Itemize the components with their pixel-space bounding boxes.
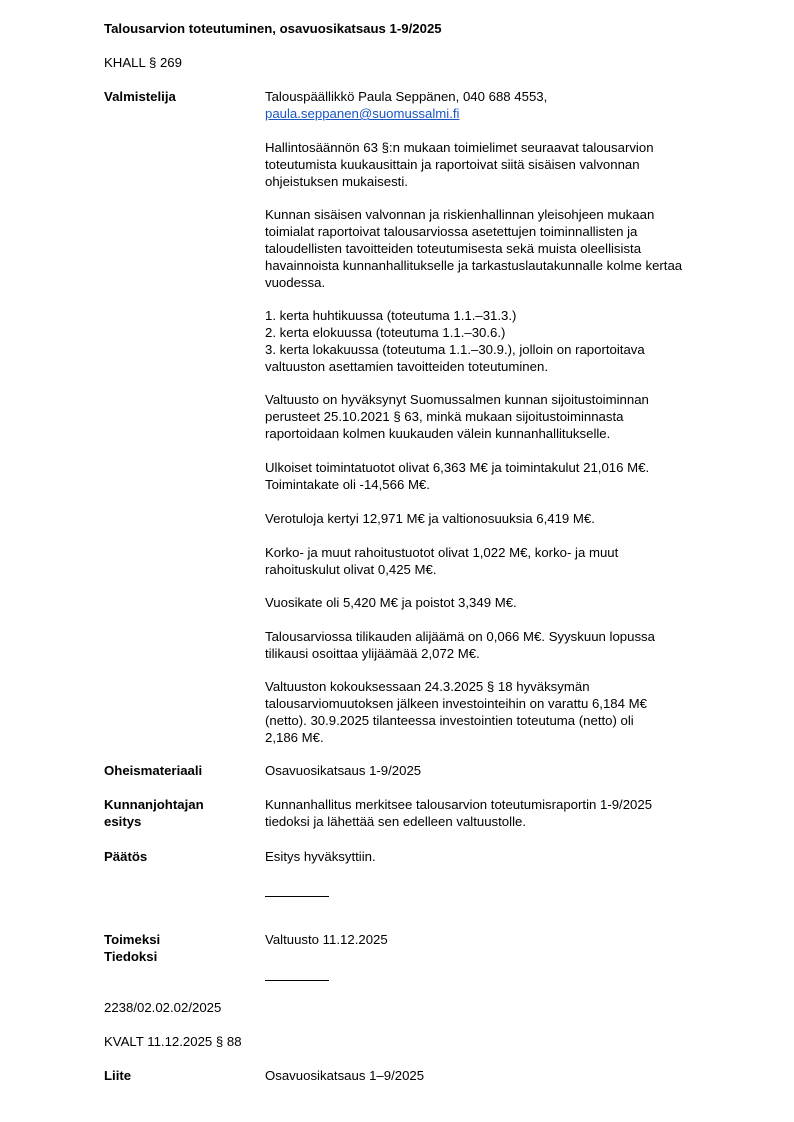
paragraph-tax-revenue — [265, 510, 595, 527]
text-line: Korko- ja muut rahoitustuotot olivat 1,022 M€, korko- ja muut — [265, 545, 619, 560]
text-line: perusteet 25.10.2021 § 63, minkä mukaan sijoitustoiminnasta — [265, 409, 624, 424]
proposal-label — [104, 796, 204, 830]
text-line: 2. kerta elokuussa (toteutuma 1.1.–30.6.) — [265, 325, 506, 340]
separator-line — [265, 896, 329, 897]
paragraph-operating-result — [265, 459, 649, 493]
attachment-value: Osavuosikatsaus 1-9/2025 — [265, 763, 422, 778]
actions-label-line: Tiedoksi — [104, 949, 158, 964]
text-line: toteutumista kuukausittain ja raportoivat siitä sisäisen valvonnan — [265, 157, 640, 172]
proposal-label-line: esitys — [104, 814, 142, 829]
text-line: valtuuston asettamien tavoitteiden toteutuminen. — [265, 359, 548, 374]
proposal-text — [265, 796, 652, 830]
decision-value: Esitys hyväksyttiin. — [265, 849, 376, 864]
paragraph-internal-control — [265, 206, 682, 291]
paragraph-financial-monitoring — [265, 139, 654, 190]
proposal-label-line: Kunnanjohtajan — [104, 797, 204, 812]
text-line: Ulkoiset toimintatuotot olivat 6,363 M€ ja toimintakulut 21,016 M€. — [265, 460, 650, 475]
text-line: havainnoista kunnanhallitukselle ja tarkastuslautakunnalle kolme kertaa — [265, 258, 683, 273]
appendix-label: Liite — [104, 1068, 132, 1083]
document-title: Talousarvion toteutuminen, osavuosikatsaus 1-9/2025 — [104, 21, 442, 36]
text-line: raportoidaan kolmen kuukauden välein kunnanhallitukselle. — [265, 426, 611, 441]
text-line: Hallintosäännön 63 §:n mukaan toimielimet seuraavat talousarvion — [265, 140, 654, 155]
paragraph-budget-deficit — [265, 628, 655, 662]
text-line: Valtuusto on hyväksynyt Suomussalmen kunnan sijoitustoiminnan — [265, 392, 649, 407]
actions-label-line: Toimeksi — [104, 932, 161, 947]
text-line: Kunnanhallitus merkitsee talousarvion toteutumisraportin 1-9/2025 — [265, 797, 653, 812]
paragraph-financial-income — [265, 544, 618, 578]
text-line: Vuosikate oli 5,420 M€ ja poistot 3,349 M€. — [265, 595, 517, 610]
text-line: tiedoksi ja lähettää sen edelleen valtuustolle. — [265, 814, 526, 829]
text-line: toimialat raportoivat talousarviossa asetettujen toiminnallisten ja — [265, 224, 638, 239]
paragraph-annual-margin — [265, 594, 517, 611]
paragraph-reporting-schedule — [265, 307, 645, 375]
text-line: tilikausi osoittaa ylijäämää 2,072 M€. — [265, 646, 480, 661]
paragraph-investments — [265, 678, 647, 746]
attachment-label: Oheismateriaali — [104, 763, 203, 778]
preparer-email-link[interactable]: paula.seppanen@suomussalmi.fi — [265, 106, 460, 121]
paragraph-investment-activity — [265, 391, 649, 442]
text-line: vuodessa. — [265, 275, 326, 290]
text-line: Talousarviossa tilikauden alijäämä on 0,066 M€. Syyskuun lopussa — [265, 629, 655, 644]
text-line: (netto). 30.9.2025 tilanteessa investointien toteutuma (netto) oli — [265, 713, 634, 728]
council-reference: KVALT 11.12.2025 § 88 — [104, 1034, 242, 1049]
text-line: rahoituskulut olivat 0,425 M€. — [265, 562, 437, 577]
text-line: Kunnan sisäisen valvonnan ja riskienhallinnan yleisohjeen mukaan — [265, 207, 655, 222]
text-line: Valtuuston kokouksessaan 24.3.2025 § 18 hyväksymän — [265, 679, 590, 694]
section-reference: KHALL § 269 — [104, 55, 182, 70]
decision-label: Päätös — [104, 849, 148, 864]
text-line: 2,186 M€. — [265, 730, 324, 745]
appendix-value: Osavuosikatsaus 1–9/2025 — [265, 1068, 425, 1083]
text-line: 1. kerta huhtikuussa (toteutuma 1.1.–31.3.) — [265, 308, 517, 323]
text-line: 3. kerta lokakuussa (toteutuma 1.1.–30.9.), jolloin on raportoitava — [265, 342, 645, 357]
preparer-line: Talouspäällikkö Paula Seppänen, 040 688 4553, — [265, 89, 548, 104]
separator-line — [265, 980, 329, 981]
actions-label — [104, 931, 160, 965]
text-line: taloudellisten tavoitteiden toteutumisesta sekä muista oleellisista — [265, 241, 642, 256]
text-line: Toimintakate oli -14,566 M€. — [265, 477, 430, 492]
preparer-label: Valmistelija — [104, 89, 176, 104]
preparer-email-row — [265, 105, 459, 122]
text-line: ohjeistuksen mukaisesti. — [265, 174, 408, 189]
actions-value: Valtuusto 11.12.2025 — [265, 932, 388, 947]
record-number: 2238/02.02.02/2025 — [104, 1000, 222, 1015]
text-line: Verotuloja kertyi 12,971 M€ ja valtionosuuksia 6,419 M€. — [265, 511, 595, 526]
text-line: talousarviomuutoksen jälkeen investointeihin on varattu 6,184 M€ — [265, 696, 647, 711]
